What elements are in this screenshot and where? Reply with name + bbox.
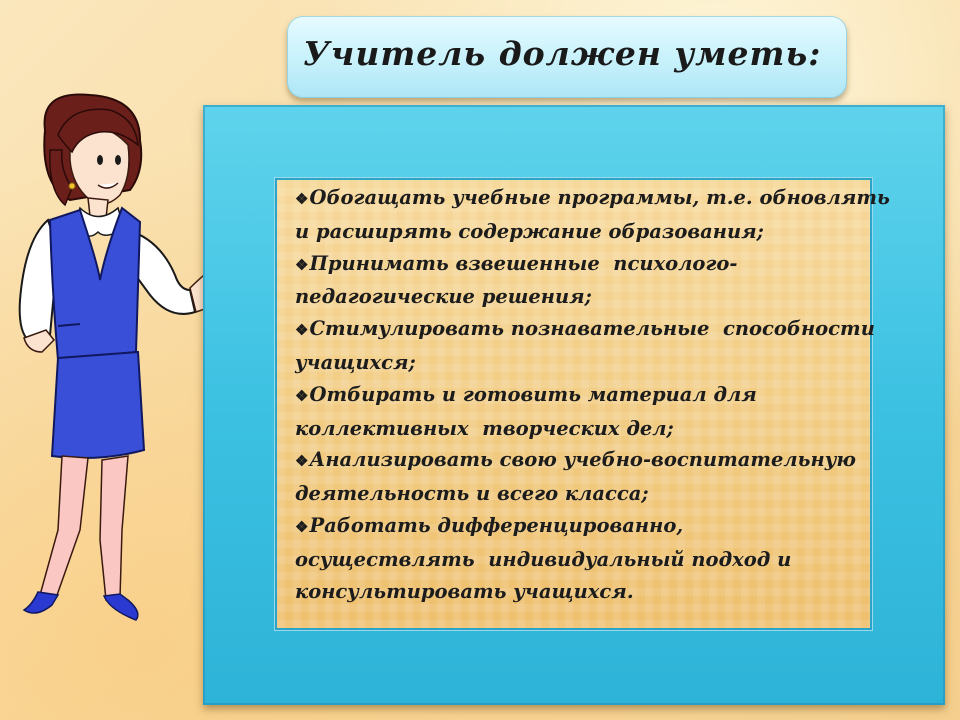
list-item-continuation: консультировать учащихся. bbox=[295, 579, 634, 603]
diamond-bullet-icon: ❖ bbox=[295, 255, 309, 274]
list-item-continuation: осуществлять индивидуальный подход и bbox=[295, 547, 792, 571]
list-item: ❖Анализировать свою учебно-воспитательную bbox=[295, 448, 856, 472]
diamond-bullet-icon: ❖ bbox=[295, 386, 309, 405]
list-item: ❖Принимать взвешенные психолого- bbox=[295, 251, 738, 275]
list-item: ❖Стимулировать познавательные способности bbox=[295, 317, 875, 341]
list-item: ❖Отбирать и готовить материал для bbox=[295, 382, 757, 406]
title-box bbox=[287, 16, 847, 98]
list-item: ❖Работать дифференцированно, bbox=[295, 513, 684, 537]
diamond-bullet-icon: ❖ bbox=[295, 452, 309, 471]
diamond-bullet-icon: ❖ bbox=[295, 321, 309, 340]
list-item-continuation: и расширять содержание образования; bbox=[295, 219, 764, 243]
skills-list bbox=[275, 178, 890, 630]
diamond-bullet-icon: ❖ bbox=[295, 190, 309, 208]
list-item-continuation: учащихся; bbox=[295, 350, 416, 374]
list-item-continuation: деятельность и всего класса; bbox=[295, 482, 649, 506]
list-item-continuation: педагогические решения; bbox=[295, 285, 592, 309]
list-item: ❖Обогащать учебные программы, т.е. обновлять bbox=[295, 186, 890, 209]
diamond-bullet-icon: ❖ bbox=[295, 517, 309, 536]
slide-title: Учитель должен уметь: bbox=[303, 34, 822, 73]
list-item-continuation: коллективных творческих дел; bbox=[295, 416, 674, 440]
